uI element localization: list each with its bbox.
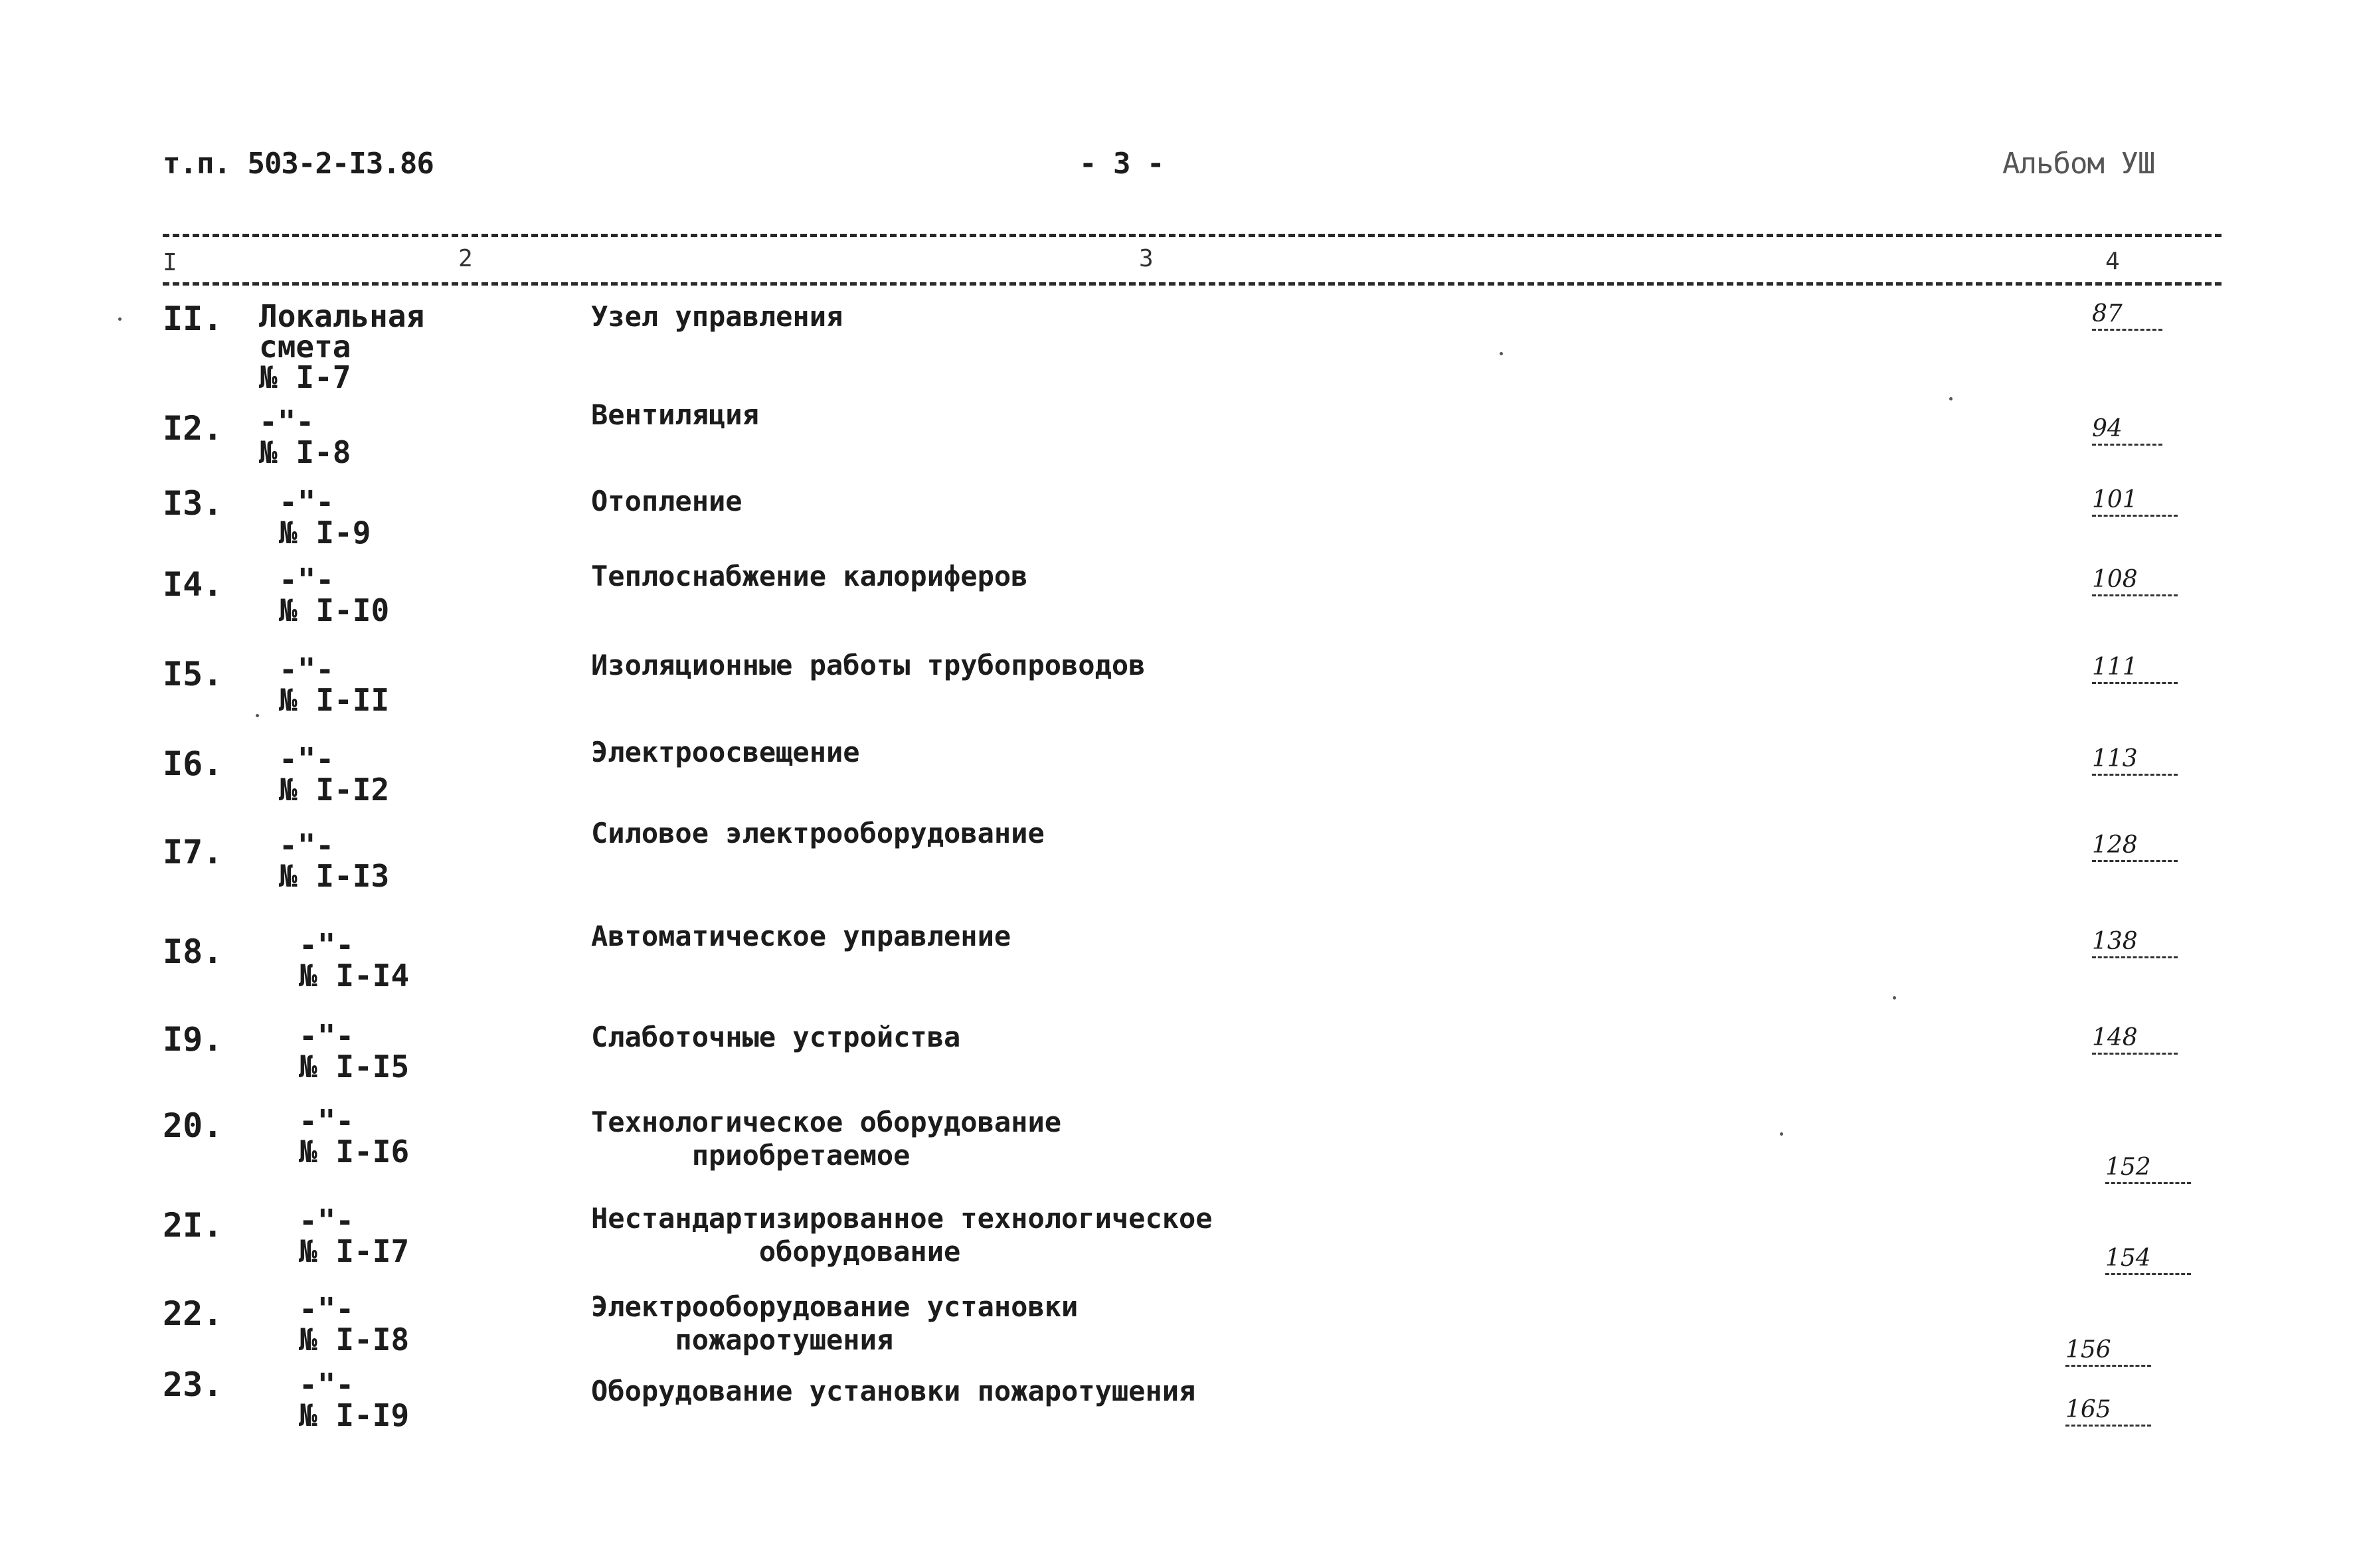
row-number: I3. [163,484,223,523]
row-title: Автоматическое управление [591,920,1011,952]
scan-speck [1949,397,1953,400]
row-page: 156 [2065,1338,2151,1367]
row-title: Электрооборудование установки пожаротушения [591,1290,1079,1357]
scan-speck [256,714,259,717]
row-page: 113 [2092,747,2178,776]
row-document: Локальная смета № I-7 [259,298,425,395]
row-document: -"- № I-I7 [299,1203,410,1269]
column-number-2: 2 [458,245,473,272]
column-number-4: 4 [2105,248,2120,275]
row-number: 20. [163,1106,223,1145]
row-page: 152 [2105,1156,2191,1184]
row-number: II. [163,300,223,338]
scan-speck [118,317,122,321]
row-document: -"- № I-I9 [299,1367,410,1433]
row-title: Изоляционные работы трубопроводов [591,649,1146,681]
row-page: 154 [2105,1247,2191,1275]
row-number: I9. [163,1020,223,1059]
row-title: Нестандартизированное технологическое оборудование [591,1202,1213,1268]
row-number: I8. [163,932,223,971]
row-title: Теплоснабжение калориферов [591,560,1028,592]
row-page: 108 [2092,568,2178,596]
top-rule [163,234,2222,237]
row-page: 165 [2065,1398,2151,1427]
column-number-3: 3 [1139,245,1154,272]
column-number-1: I [163,249,177,276]
row-title: Силовое электрооборудование [591,817,1045,849]
row-page: 101 [2092,488,2178,517]
row-page: 111 [2092,655,2178,684]
row-document: -"- № I-I8 [299,1291,410,1357]
row-page: 128 [2092,833,2178,862]
row-number: I7. [163,833,223,871]
scan-speck [1780,1132,1783,1136]
scan-speck [1893,996,1896,1000]
row-document: -"- № I-I4 [299,927,410,994]
row-title: Электроосвещение [591,736,860,768]
document-code: т.п. 503-2-I3.86 [163,147,434,181]
row-number: I6. [163,744,223,783]
row-document: -"- № I-9 [279,484,371,551]
page-number: - 3 - [1079,147,1164,181]
row-number: I5. [163,655,223,693]
row-page: 87 [2092,302,2162,331]
row-title: Слаботочные устройства [591,1021,961,1053]
row-number: I4. [163,565,223,604]
row-document: -"- № I-8 [259,404,351,470]
row-document: -"- № I-I3 [279,828,390,894]
row-document: -"- № I-I0 [279,562,390,628]
row-number: I2. [163,409,223,448]
scan-speck [1500,352,1503,355]
row-document: -"- № I-I5 [299,1018,410,1085]
row-number: 23. [163,1365,223,1404]
row-number: 22. [163,1294,223,1333]
row-title: Вентиляция [591,398,759,431]
column-header-rule [163,282,2222,286]
row-number: 2I. [163,1206,223,1245]
row-page: 94 [2092,417,2162,446]
row-title: Отопление [591,485,742,517]
row-title: Узел управления [591,300,843,333]
row-document: -"- № I-II [279,652,390,718]
row-title: Оборудование установки пожаротушения [591,1375,1196,1407]
row-page: 138 [2092,930,2178,958]
row-document: -"- № I-I6 [299,1103,410,1170]
row-document: -"- № I-I2 [279,741,390,808]
row-title: Технологическое оборудование приобретаемое [591,1106,1062,1172]
album-label: Альбом УШ [2002,147,2155,181]
row-page: 148 [2092,1026,2178,1055]
